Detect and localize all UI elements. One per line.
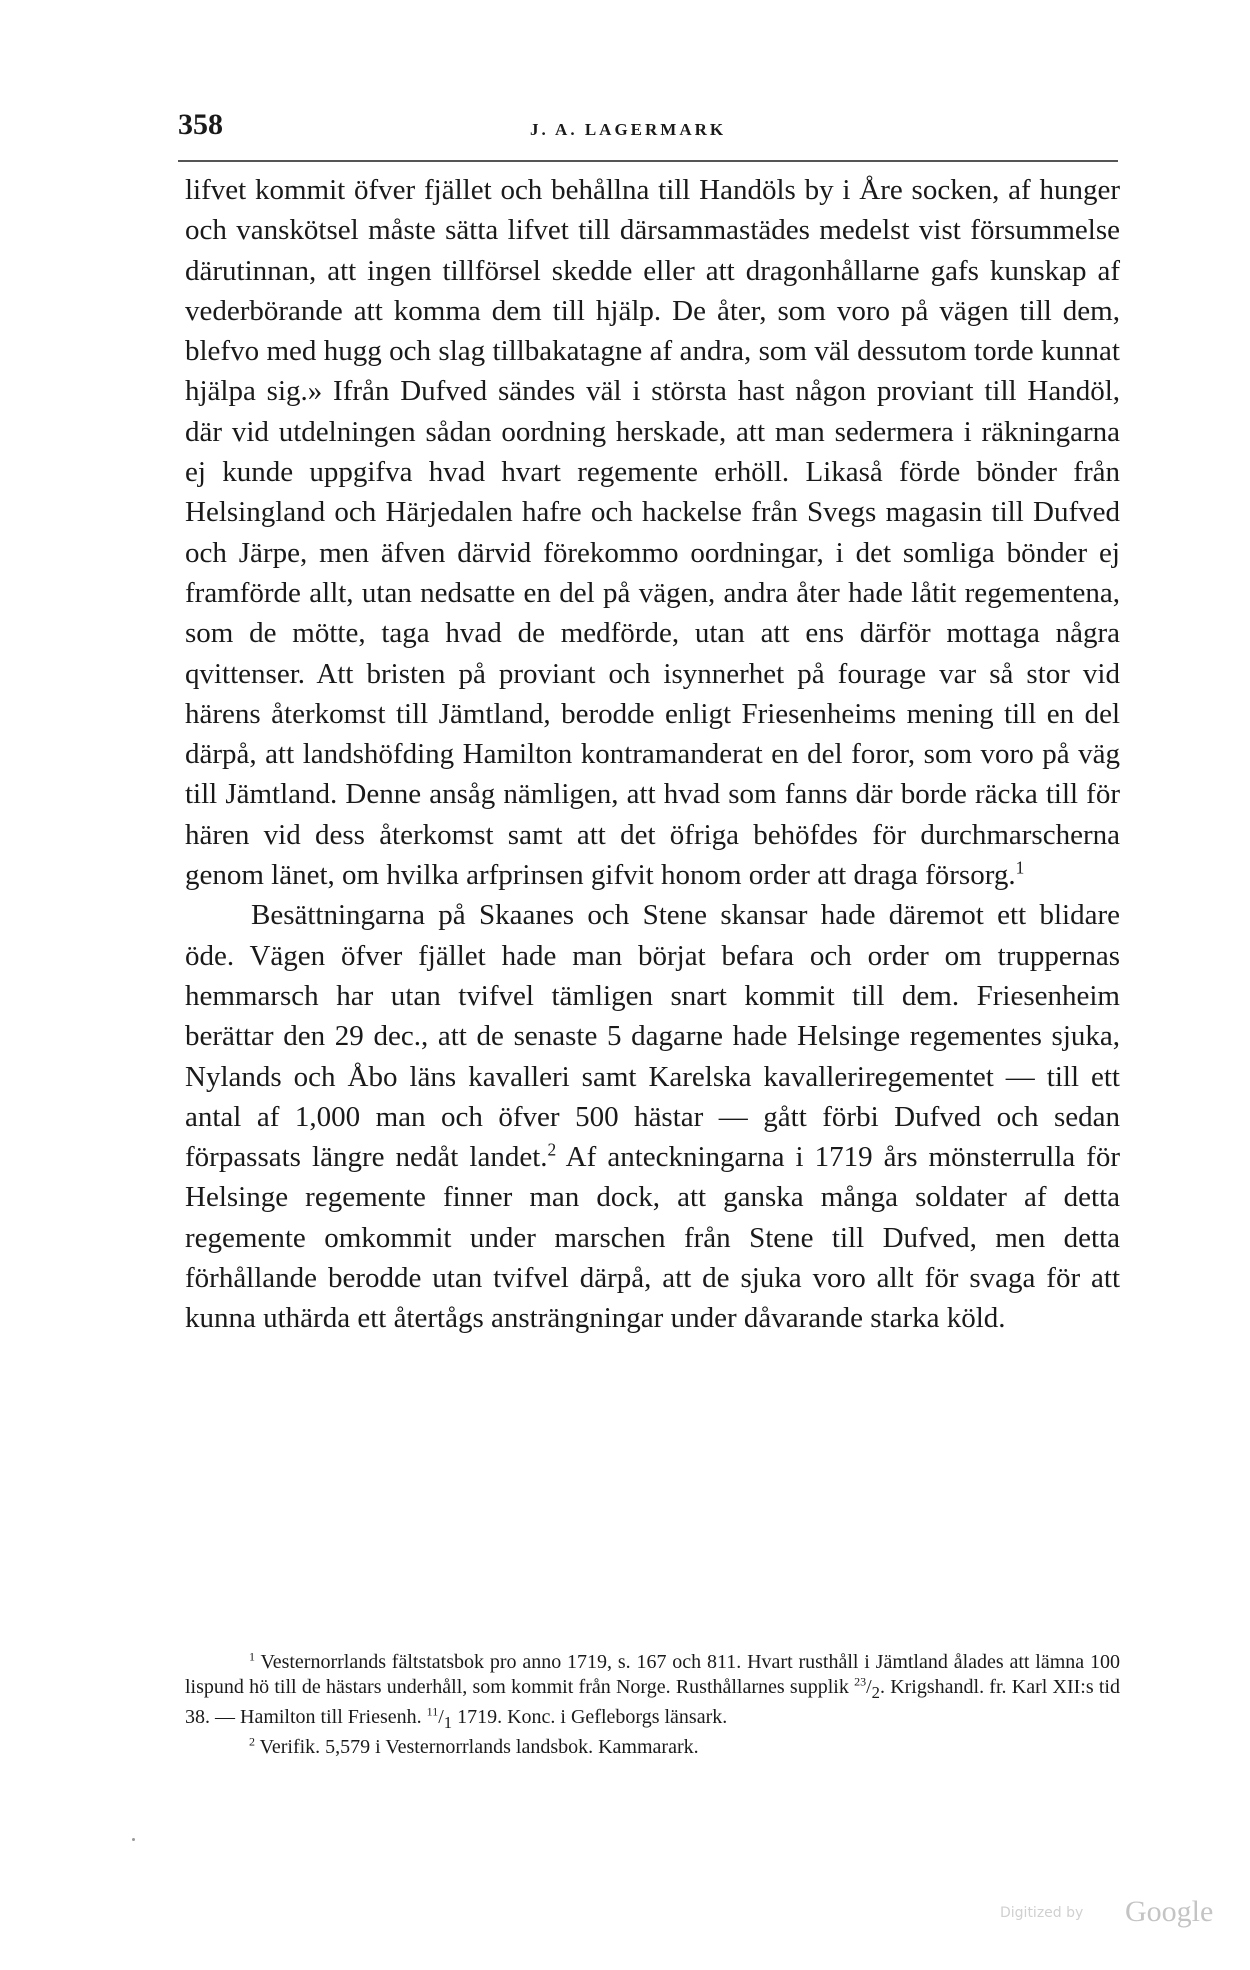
footnote-1-mark: 1	[249, 1649, 255, 1664]
paragraph-2-text-b: Af anteckningarna i 1719 års mönsterrulla för Helsinge regemente finner man dock, att ganska många soldater af detta regemente omkommit under marschen från Stene till Dufved, men detta förhållande berodde utan tvifvel därpå, att de sjuka voro allt för svaga för att kunna uthärda ett återtågs ansträngningar under dåvarande starka köld.	[185, 1141, 1120, 1335]
footnotes	[185, 1650, 1120, 1760]
footnote-ref-2: 2	[547, 1139, 557, 1160]
footnote-2-text: Verifik. 5,579 i Vesternorrlands landsbok. Kammarark.	[255, 1736, 699, 1758]
header-rule	[178, 160, 1118, 162]
footnote-ref-1: 1	[1015, 857, 1025, 878]
scan-speck	[132, 1838, 135, 1841]
footnote-1-text-a: Vesternorrlands fältstatsbok pro anno 1719, s. 167 och 811. Hvart rusthåll i Jämtland ålades att lämna 100 lispund hö till de hästars underhåll, som kommit från Norge. Rusthållarnes supplik	[185, 1651, 1120, 1698]
paragraph-1	[185, 170, 1120, 895]
page-header	[178, 108, 1118, 154]
footnote-1-text-c: 1719. Konc. i Gefleborgs länsark.	[452, 1706, 728, 1728]
paragraph-2	[185, 895, 1120, 1338]
paragraph-1-text: lifvet kommit öfver fjället och behållna till Handöls by i Åre socken, af hunger och vanskötsel måste sätta lifvet till därsammastädes medelst vist försummelse därutinnan, att ingen tillförsel skedde eller att dragonhållarne gafs kunskap af vederbörande att komma dem till hjälp. De åter, som voro på vägen till dem, blefvo med hugg och slag tillbakatagne af andra, som väl dessutom torde kunnat hjälpa sig.» Ifrån Dufved sändes väl i största hast någon proviant till Handöl, där vid utdelningen sådan oordning herskade, att man sedermera i räkningarna ej kunde uppgifva hvad hvart regemente erhöll. Likaså förde bönder från Helsingland och Härjedalen hafre och hackelse från Svegs magasin till Dufved och Järpe, men äfven därvid förekommo oordningar, i det somliga bönder ej framförde allt, utan nedsatte en del på vägen, andra åter hade låtit regementena, som de mötte, taga hvad de medförde, utan att ens därför mottaga några qvittenser. Att bristen på proviant och isynnerhet på fourage var så stor vid härens återkomst till Jämtland, berodde enligt Friesenheims mening till en del därpå, att landshöfding Hamilton kontramanderat en del foror, som voro på väg till Jämtland. Denne ansåg nämligen, att hvad som fanns där borde räcka till för hären vid dess återkomst samt att det öfriga behöfdes för durchmarscherna genom länet, om hvilka arfprinsen gifvit honom order att draga försorg.	[185, 174, 1120, 892]
footnote-1-date-denominator: 1	[443, 1713, 453, 1732]
page-number: 358	[178, 108, 223, 141]
footnote-1-text-b: . Krigshandl. fr. Karl XII:s tid 38. — Hamilton till Friesenh.	[185, 1676, 1120, 1728]
footnote-2-mark: 2	[249, 1734, 255, 1749]
body-text	[185, 170, 1120, 1339]
footnote-1-date-numerator: 11	[426, 1704, 439, 1719]
digitized-by-label: Digitized by	[1000, 1905, 1084, 1921]
paragraph-2-text-a: Besättningarna på Skaanes och Stene skansar hade däremot ett blidare öde. Vägen öfver fjället hade man börjat befara och order om truppernas hemmarsch har utan tvifvel tämligen snart kommit till dem. Friesenheim berättar den 29 dec., att de senaste 5 dagarne hade Helsinge regementes sjuka, Nylands och Åbo läns kavalleri samt Karelska kavalleriregementet — till ett antal af 1,000 man och öfver 500 hästar — gått förbi Dufved och sedan förpassats längre nedåt landet.	[185, 899, 1120, 1174]
footnote-1-fraction-denominator: 2	[871, 1683, 880, 1702]
footnote-1-fraction-numerator: 23	[854, 1674, 867, 1689]
footnote-1: $^1$ Vesternorrlands fältstatsbok pro anno 1719, s. 167 och 811. Hvart rusthåll i Jämtland ålades att lämna 100 lispund hö till de hästars underhåll, som kommit från Norge. Rusthållarnes supplik $^{23}/_2$. Krigshandl. fr. Karl XII:s tid 38. — Hamilton till Friesenh. $^{11}/_1$ 1719. Konc. i Gefleborgs länsark.	[185, 1649, 1120, 1732]
footnote-2	[185, 1735, 1120, 1760]
running-head: J. A. LAGERMARK	[530, 120, 727, 139]
google-watermark: Google	[1125, 1895, 1214, 1928]
